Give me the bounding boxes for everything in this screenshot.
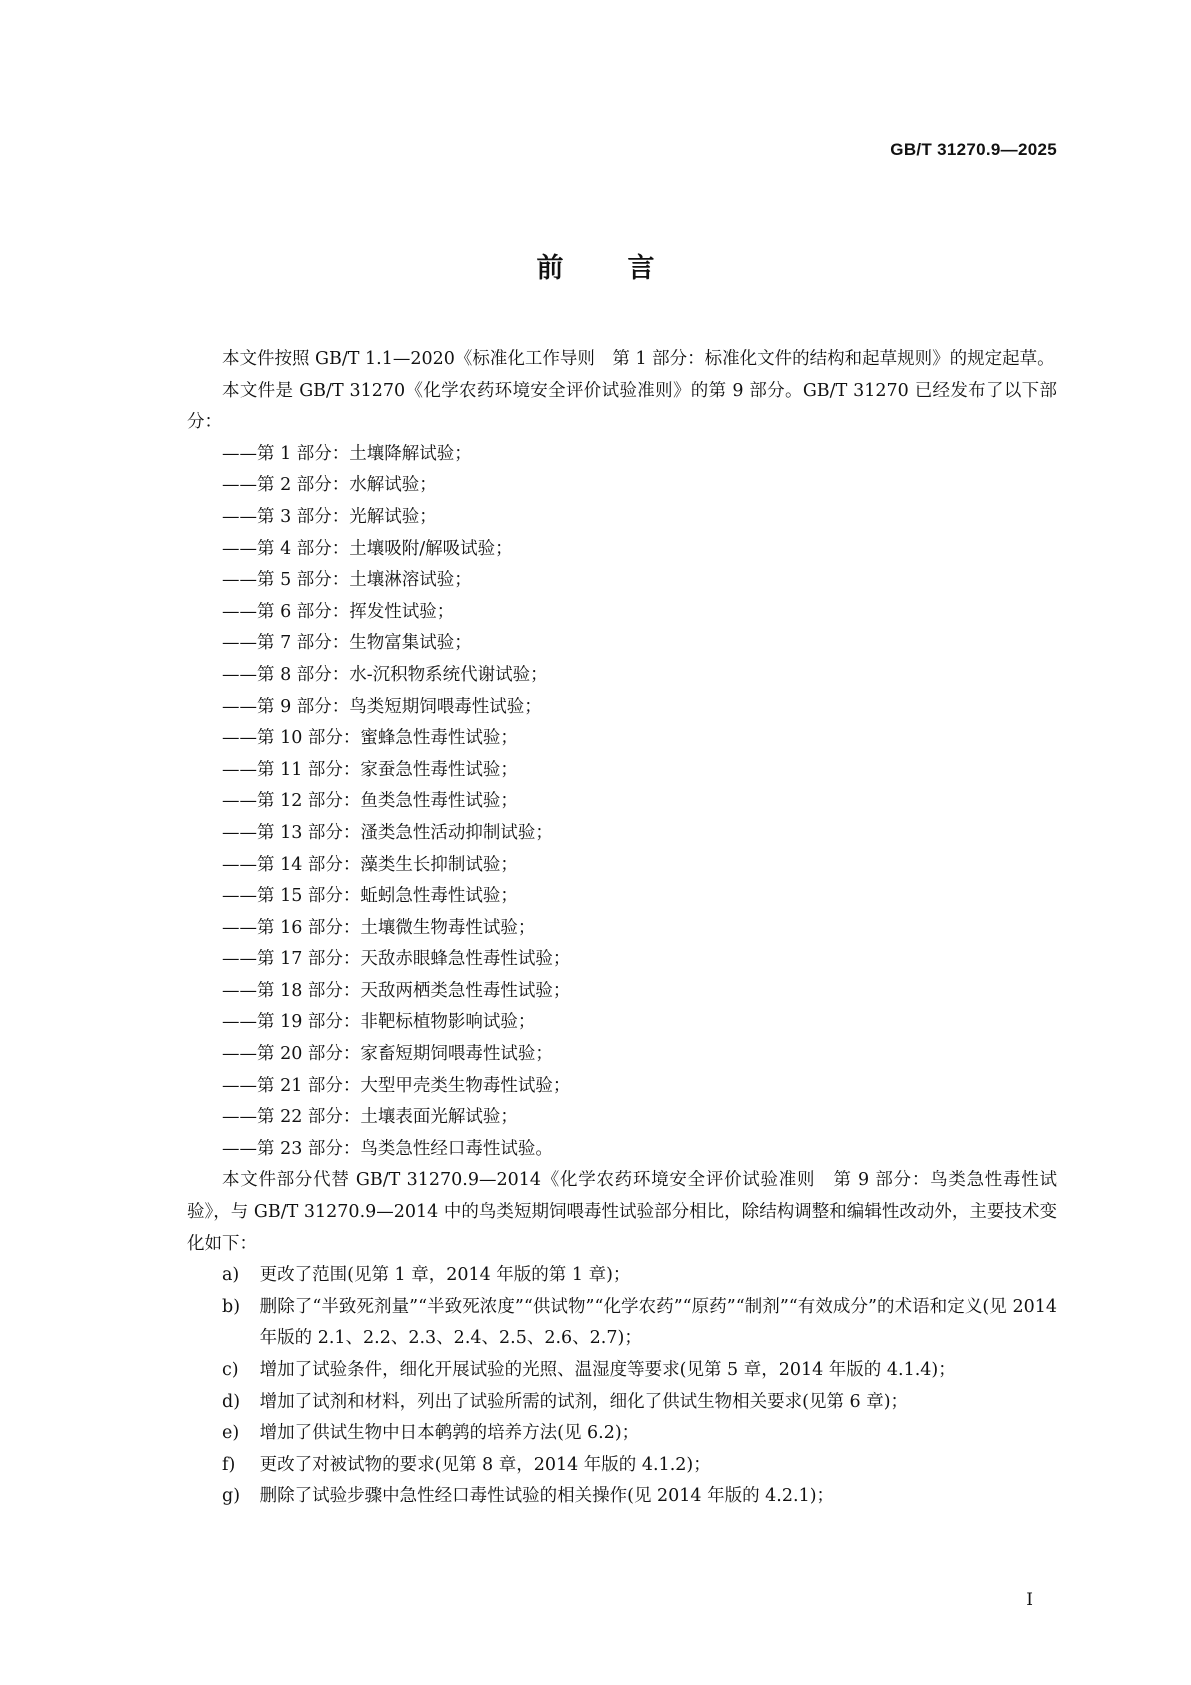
part-list-item: ——第 8 部分：水-沉积物系统代谢试验； bbox=[222, 664, 548, 685]
change-list-item bbox=[187, 1450, 1057, 1482]
list-marker: b) bbox=[222, 1296, 241, 1317]
change-text: 删除了试验步骤中急性经口毒性试验的相关操作(见 2014 年版的 4.2.1)； bbox=[259, 1486, 835, 1507]
replacement-paragraph: 本文件部分代替 GB/T 31270.9—2014《化学农药环境安全评价试验准则 第 9 部分：鸟类急性毒性试验》，与 GB/T 31270.9—2014 中的鸟类短期饲喂毒性试验部分相比，除结构调整和编辑性改动外，主要技术变化如下： bbox=[187, 1170, 1057, 1254]
part-list-item: ——第 15 部分：蚯蚓急性毒性试验； bbox=[222, 886, 518, 907]
change-list-item bbox=[187, 1355, 1057, 1387]
part-list-item: ——第 2 部分：水解试验； bbox=[222, 475, 437, 496]
change-text: 删除了“半致死剂量”“半致死浓度”“供试物”“化学农药”“原药”“制剂”“有效成分”的术语和定义(见 2014 年版的 2.1、2.2、2.3、2.4、2.5、2.6、2.7)； bbox=[259, 1296, 1057, 1349]
part-list-item: ——第 5 部分：土壤淋溶试验； bbox=[222, 570, 472, 591]
part-list-item: ——第 10 部分：蜜蜂急性毒性试验； bbox=[222, 728, 518, 749]
part-list-item: ——第 7 部分：生物富集试验； bbox=[222, 633, 472, 654]
page-title: 前言 bbox=[536, 253, 719, 284]
list-marker: f) bbox=[222, 1454, 236, 1475]
list-marker: d) bbox=[222, 1391, 241, 1412]
part-list-item: ——第 13 部分：溞类急性活动抑制试验； bbox=[222, 822, 553, 843]
part-list-item: ——第 22 部分：土壤表面光解试验； bbox=[222, 1107, 518, 1128]
part-list-item: ——第 14 部分：藻类生长抑制试验； bbox=[222, 854, 518, 875]
change-text: 更改了对被试物的要求(见第 8 章，2014 年版的 4.1.2)； bbox=[259, 1454, 711, 1475]
part-list-item: ——第 20 部分：家畜短期饲喂毒性试验； bbox=[222, 1044, 553, 1065]
part-list-item: ——第 21 部分：大型甲壳类生物毒性试验； bbox=[222, 1075, 571, 1096]
list-marker: c) bbox=[222, 1360, 239, 1380]
intro-paragraph: 本文件按照 GB/T 1.1—2020《标准化工作导则 第 1 部分：标准化文件的结构和起草规则》的规定起草。 bbox=[222, 349, 1055, 369]
part-list-item: ——第 4 部分：土壤吸附/解吸试验； bbox=[222, 538, 513, 559]
part-list-item: ——第 17 部分：天敌赤眼蜂急性毒性试验； bbox=[222, 949, 571, 970]
change-list-item bbox=[187, 1292, 1057, 1355]
page-number: I bbox=[1026, 1590, 1033, 1610]
part-list-item: ——第 12 部分：鱼类急性毒性试验； bbox=[222, 791, 518, 812]
intro-paragraph: 本文件是 GB/T 31270《化学农药环境安全评价试验准则》的第 9 部分。GB/T 31270 已经发布了以下部分： bbox=[187, 380, 1057, 433]
part-list-item: ——第 11 部分：家蚕急性毒性试验； bbox=[222, 759, 518, 780]
change-text: 增加了试剂和材料，列出了试验所需的试剂，细化了供试生物相关要求(见第 6 章)； bbox=[259, 1391, 909, 1412]
change-list-item bbox=[187, 1481, 1057, 1513]
part-list-item: ——第 6 部分：挥发性试验； bbox=[222, 601, 455, 622]
foreword-body bbox=[187, 344, 1057, 1513]
list-marker: g) bbox=[222, 1486, 241, 1507]
part-list-item: ——第 3 部分：光解试验； bbox=[222, 506, 437, 527]
part-list-item: ——第 19 部分：非靶标植物影响试验； bbox=[222, 1012, 536, 1033]
list-marker: a) bbox=[222, 1265, 240, 1286]
change-list-item bbox=[187, 1387, 1057, 1419]
change-list-item bbox=[187, 1418, 1057, 1450]
change-text: 更改了范围(见第 1 章，2014 年版的第 1 章)； bbox=[259, 1265, 631, 1286]
change-text: 增加了试验条件，细化开展试验的光照、温湿度等要求(见第 5 章，2014 年版的 4.1.4)； bbox=[259, 1360, 956, 1380]
part-list-item: ——第 16 部分：土壤微生物毒性试验； bbox=[222, 917, 536, 938]
document-number: GB/T 31270.9—2025 bbox=[890, 140, 1057, 159]
part-list-item: ——第 1 部分：土壤降解试验； bbox=[222, 443, 472, 464]
part-list-item: ——第 9 部分：鸟类短期饲喂毒性试验； bbox=[222, 696, 542, 717]
list-marker: e) bbox=[222, 1423, 240, 1444]
change-list-item bbox=[187, 1260, 1057, 1292]
part-list-item: ——第 18 部分：天敌两栖类急性毒性试验； bbox=[222, 980, 571, 1001]
change-text: 增加了供试生物中日本鹌鹑的培养方法(见 6.2)； bbox=[259, 1423, 640, 1444]
part-list-item: ——第 23 部分：鸟类急性经口毒性试验。 bbox=[222, 1138, 553, 1159]
